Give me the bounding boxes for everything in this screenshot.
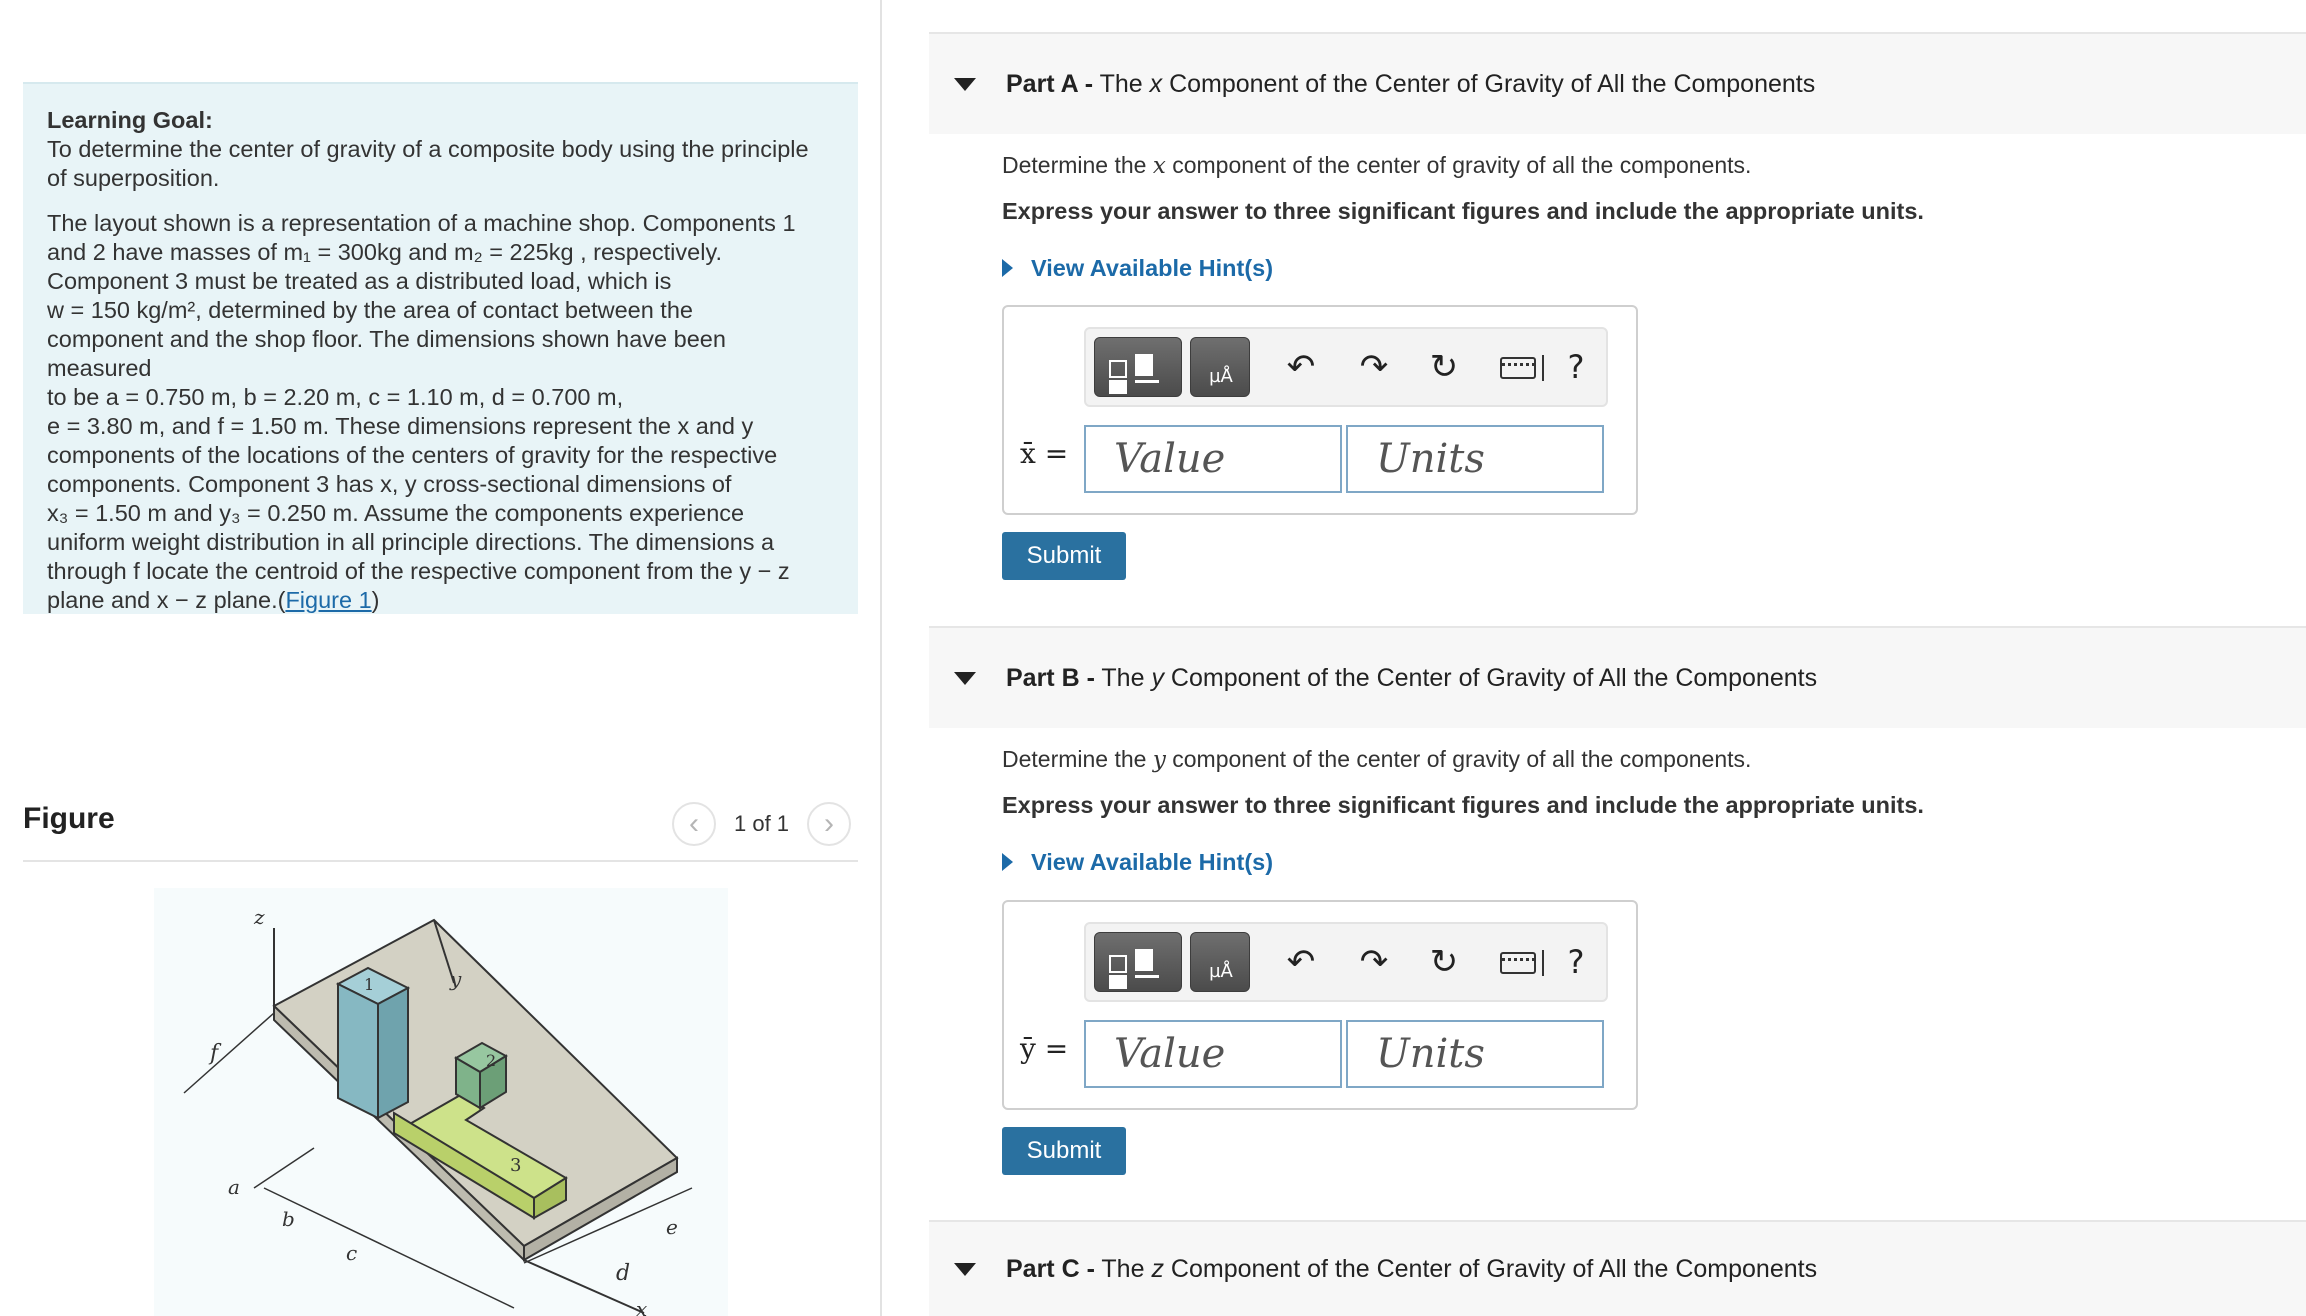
part-b-hint-toggle[interactable] <box>1002 846 2202 878</box>
problem-line: uniform weight distribution in all principle directions. The dimensions a <box>47 529 775 555</box>
problem-line: x₃ = 1.50 m and y₃ = 0.250 m. Assume the components experience <box>47 500 745 526</box>
x-axis-label: x <box>636 1297 648 1316</box>
part-a-math-toolbar <box>1084 327 1608 407</box>
units-icon: µÅ <box>1209 366 1233 387</box>
units-icon: µÅ <box>1209 961 1233 982</box>
keyboard-icon[interactable] <box>1496 347 1552 387</box>
component-1-label: 1 <box>364 975 375 994</box>
part-a-title-post: Component of the Center of Gravity of All the Components <box>1169 69 1816 98</box>
part-c-title <box>1006 1255 1817 1284</box>
keyboard-icon[interactable] <box>1496 942 1552 982</box>
part-a-answer-label: x̄ = <box>1020 437 1069 470</box>
part-b-prompt-pre: Determine the <box>1002 746 1147 772</box>
dimension-d-label: d <box>616 1261 631 1286</box>
part-c-title-post: Component of the Center of Gravity of All the Components <box>1170 1254 1818 1283</box>
part-b-hint-label: View Available Hint(s) <box>1031 848 1274 875</box>
problem-line: components. Component 3 has x, y cross-sectional dimensions of <box>47 471 732 497</box>
caret-down-icon <box>954 1263 976 1276</box>
part-a-title <box>1006 70 1815 99</box>
chevron-right-icon: › <box>824 807 835 840</box>
help-icon[interactable]: ? <box>1567 348 1585 386</box>
z-axis-label: z <box>254 905 265 929</box>
learning-goal-box <box>23 82 858 614</box>
problem-line: e = 3.80 m, and f = 1.50 m. These dimensions represent the x and y <box>47 413 754 439</box>
help-icon[interactable]: ? <box>1567 943 1585 981</box>
units-button[interactable] <box>1190 932 1250 992</box>
part-a-hint-label: View Available Hint(s) <box>1031 254 1274 281</box>
dimension-c-label: c <box>346 1241 358 1265</box>
caret-down-icon <box>954 78 976 91</box>
part-a-prompt-var: x <box>1152 153 1166 179</box>
dimension-e-label: e <box>666 1215 678 1239</box>
parts-panel <box>884 0 2306 1316</box>
problem-line: and 2 have masses of m₁ = 300kg and m₂ = 225kg , respectively. <box>47 239 722 265</box>
part-a-prompt <box>1002 152 2202 184</box>
figure-page-indicator: 1 of 1 <box>734 811 790 836</box>
part-c-title-var: z <box>1151 1254 1164 1283</box>
part-b-units-input[interactable] <box>1346 1020 1604 1088</box>
problem-line: w = 150 kg/m², determined by the area of contact between the <box>47 297 693 323</box>
problem-panel <box>0 0 882 1316</box>
part-a-prompt-pre: Determine the <box>1002 152 1147 178</box>
prev-figure-button[interactable] <box>672 802 716 846</box>
machine-shop-figure <box>154 888 728 1316</box>
redo-icon[interactable]: ↷ <box>1359 942 1389 982</box>
figure-pager <box>672 800 851 848</box>
part-b-prompt-var: y <box>1152 747 1166 773</box>
reset-icon[interactable]: ↻ <box>1429 942 1459 982</box>
part-b-answer-label: ȳ = <box>1020 1032 1069 1065</box>
part-b-prompt-post: component of the center of gravity of all the components. <box>1172 746 1752 772</box>
problem-line: component and the shop floor. The dimensions shown have been measured <box>47 326 726 381</box>
part-b-title-pre: The <box>1101 663 1145 692</box>
part-c-title-pre: The <box>1101 1254 1145 1283</box>
learning-goal-text: To determine the center of gravity of a composite body using the principle of superposition. <box>47 136 809 191</box>
part-b-body <box>1002 746 2202 878</box>
figure-divider <box>23 860 858 862</box>
template-icon <box>1109 955 1127 973</box>
part-a-submit-button[interactable]: Submit <box>1002 532 1126 580</box>
caret-down-icon <box>954 672 976 685</box>
problem-last-line <box>47 586 834 615</box>
undo-icon[interactable]: ↶ <box>1286 942 1316 982</box>
part-a-answer-box <box>1002 305 1638 515</box>
part-a-instruction: Express your answer to three significant figures and include the appropriate units. <box>1002 198 1924 224</box>
templates-button[interactable] <box>1094 932 1182 992</box>
problem-last-line-prefix: plane and x − z plane.( <box>47 587 286 613</box>
reset-icon[interactable]: ↻ <box>1429 347 1459 387</box>
part-b-submit-button[interactable]: Submit <box>1002 1127 1126 1175</box>
problem-line: to be a = 0.750 m, b = 2.20 m, c = 1.10 m, d = 0.700 m, <box>47 384 624 410</box>
part-b-header[interactable] <box>929 626 2306 728</box>
problem-last-line-suffix: ) <box>371 587 380 613</box>
part-b-instruction: Express your answer to three significant figures and include the appropriate units. <box>1002 792 1924 818</box>
part-c-label: Part C - <box>1006 1254 1095 1283</box>
templates-button[interactable] <box>1094 337 1182 397</box>
caret-right-icon <box>1002 259 1013 277</box>
dimension-f-label: f <box>210 1041 219 1066</box>
part-a-prompt-post: component of the center of gravity of all the components. <box>1172 152 1752 178</box>
component-3-label: 3 <box>510 1155 522 1176</box>
y-axis-label: y <box>450 967 462 991</box>
part-a-value-input[interactable] <box>1084 425 1342 493</box>
undo-icon[interactable]: ↶ <box>1286 347 1316 387</box>
figure-title: Figure <box>23 802 115 835</box>
dimension-f-line <box>184 1013 274 1093</box>
part-b-title <box>1006 664 1817 693</box>
part-c-header[interactable] <box>929 1220 2306 1316</box>
part-a-header[interactable] <box>929 32 2306 134</box>
part-a-units-input[interactable] <box>1346 425 1604 493</box>
part-a-label: Part A - <box>1006 69 1094 98</box>
dimension-left-line <box>254 1148 314 1188</box>
template-icon <box>1109 360 1127 378</box>
problem-line: The layout shown is a representation of a machine shop. Components 1 <box>47 210 796 236</box>
redo-icon[interactable]: ↷ <box>1359 347 1389 387</box>
figure-1-link[interactable]: Figure 1 <box>285 587 372 613</box>
problem-line: components of the locations of the centers of gravity for the respective <box>47 442 778 468</box>
part-a-body <box>1002 152 2202 284</box>
part-b-label: Part B - <box>1006 663 1095 692</box>
part-a-title-pre: The <box>1099 69 1143 98</box>
problem-statement <box>47 209 834 615</box>
chevron-left-icon: ‹ <box>689 807 699 840</box>
problem-line: Component 3 must be treated as a distributed load, which is <box>47 268 672 294</box>
part-b-math-toolbar <box>1084 922 1608 1002</box>
next-figure-button[interactable] <box>807 802 851 846</box>
part-b-prompt <box>1002 746 2202 778</box>
dimension-a-label: a <box>228 1175 240 1199</box>
component-1-side <box>378 988 408 1118</box>
component-2-label: 2 <box>486 1051 497 1070</box>
part-a-hint-toggle[interactable] <box>1002 252 2202 284</box>
learning-goal-title: Learning Goal: <box>47 107 213 133</box>
figure-drawing <box>154 888 728 1316</box>
part-b-title-post: Component of the Center of Gravity of All the Components <box>1170 663 1818 692</box>
problem-line: through f locate the centroid of the respective component from the y − z <box>47 558 790 584</box>
component-1-front <box>338 984 378 1118</box>
part-b-title-var: y <box>1151 663 1164 692</box>
part-b-value-input[interactable] <box>1084 1020 1342 1088</box>
caret-right-icon <box>1002 853 1013 871</box>
dimension-b-label: b <box>282 1207 295 1231</box>
part-a-title-var: x <box>1149 69 1163 98</box>
part-b-answer-box <box>1002 900 1638 1110</box>
units-button[interactable] <box>1190 337 1250 397</box>
